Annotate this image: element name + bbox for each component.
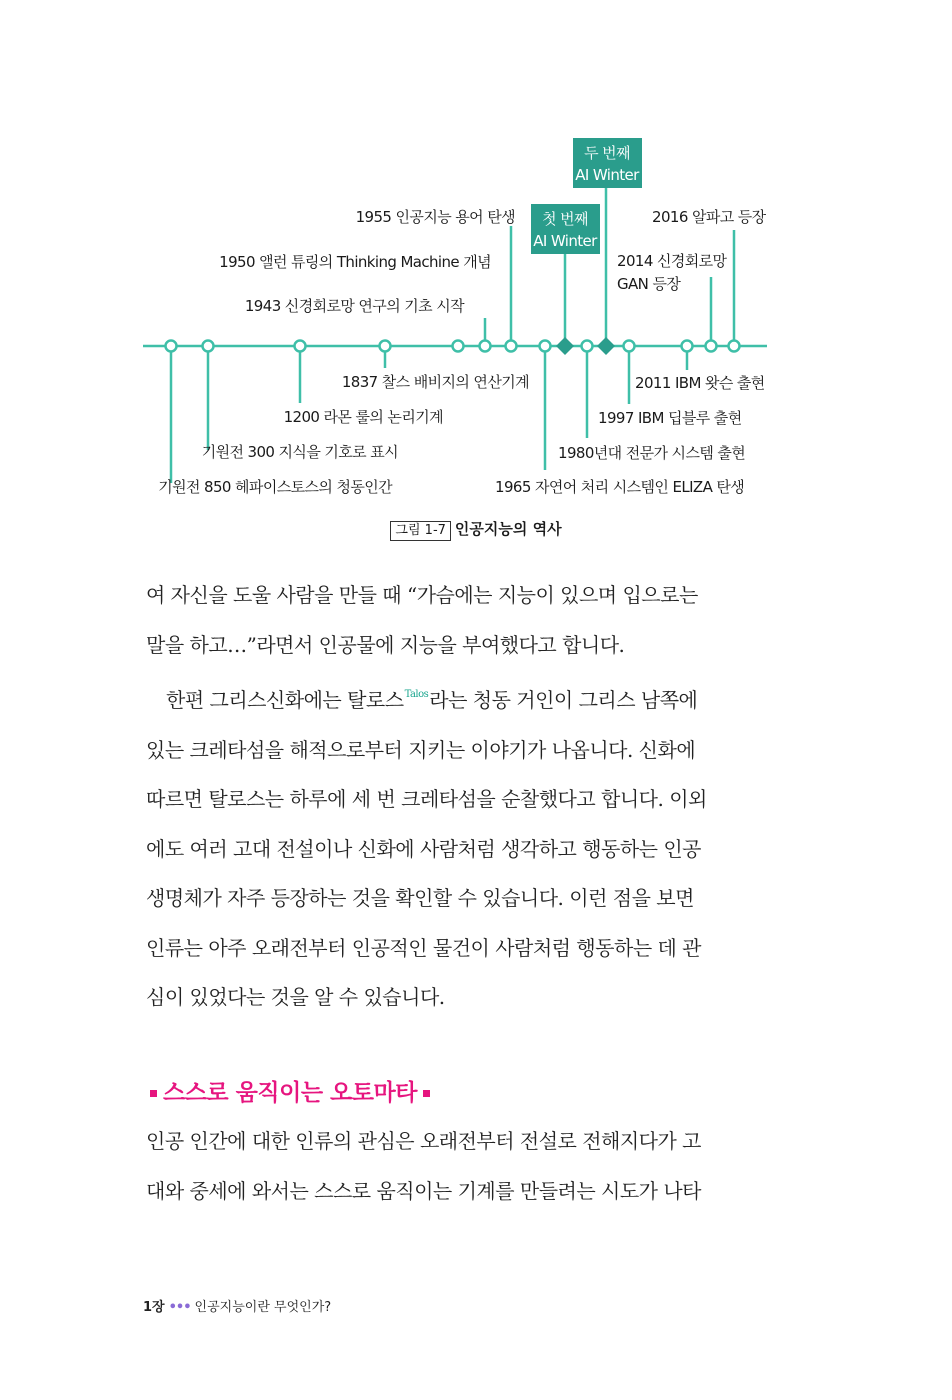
timeline-node <box>682 341 693 352</box>
winter-label: AI Winter <box>575 166 639 184</box>
winter-label: 첫 번째 <box>542 210 588 228</box>
text-line: 생명체가 자주 등장하는 것을 확인할 수 있습니다. 이런 점을 보면 <box>146 886 694 910</box>
event-label: 1837 찰스 배비지의 연산기계 <box>341 373 529 391</box>
event-label: GAN 등장 <box>617 275 681 293</box>
figure-caption <box>0 518 952 541</box>
page-footer <box>143 1296 331 1315</box>
paragraph-1 <box>146 571 766 670</box>
event-label: 1980년대 전문가 시스템 출현 <box>558 444 746 462</box>
timeline-node <box>624 341 635 352</box>
event-label: 2016 알파고 등장 <box>652 208 766 226</box>
winter-label: 두 번째 <box>584 144 630 162</box>
event-label: 기원전 300 지식을 기호로 표시 <box>201 443 398 461</box>
event-label: 1955 인공지능 용어 탄생 <box>355 208 515 226</box>
winter-marker <box>556 337 574 355</box>
event-label: 1997 IBM 딥블루 출현 <box>598 409 742 427</box>
figure-number: 그림 1-7 <box>390 521 450 541</box>
text-line: 여 자신을 도울 사람을 만들 때 “가슴에는 지능이 있으며 입으로는 <box>146 583 698 607</box>
figure-title: 인공지능의 역사 <box>454 520 562 538</box>
timeline-node <box>582 341 593 352</box>
event-label: 2014 신경회로망 <box>617 252 727 270</box>
timeline-node <box>166 341 177 352</box>
paragraph-2 <box>146 670 766 1023</box>
heading-bullet <box>423 1090 430 1097</box>
timeline-node <box>729 341 740 352</box>
timeline-node <box>480 341 491 352</box>
timeline-node <box>506 341 517 352</box>
text-line: 있는 크레타섬을 해적으로부터 지키는 이야기가 나옵니다. 신화에 <box>146 737 696 762</box>
event-label: 1950 앨런 튜링의 Thinking Machine 개념 <box>219 253 491 271</box>
text-line: 한편 그리스신화에는 탈로스$^{Talos}$라는 청동 거인이 그리스 남쪽에 <box>166 688 698 712</box>
text-line: 대와 중세에 와서는 스스로 움직이는 기계를 만들려는 시도가 나타 <box>146 1178 701 1203</box>
paragraph-3 <box>146 1117 766 1216</box>
timeline-node <box>295 341 306 352</box>
text-line: 말을 하고…”라면서 인공물에 지능을 부여했다고 합니다. <box>146 632 625 657</box>
timeline-node <box>540 341 551 352</box>
winter-label: AI Winter <box>533 232 597 250</box>
timeline-node <box>380 341 391 352</box>
timeline-node <box>203 341 214 352</box>
chapter-number: 1장 <box>143 1300 165 1315</box>
text-line: 따르면 탈로스는 하루에 세 번 크레타섬을 순찰했다고 합니다. 이외 <box>146 787 707 811</box>
text-line: 인류는 아주 오래전부터 인공적인 물건이 사람처럼 행동하는 데 관 <box>146 935 701 960</box>
winter-marker <box>597 337 615 355</box>
text-line: 에도 여러 고대 전설이나 신화에 사람처럼 생각하고 행동하는 인공 <box>146 836 701 861</box>
event-label: 2011 IBM 왓슨 출현 <box>635 374 765 392</box>
heading-bullet <box>150 1090 157 1097</box>
ai-history-timeline <box>0 0 952 510</box>
text-line: 인공 인간에 대한 인류의 관심은 오래전부터 전설로 전해지다가 고 <box>146 1129 701 1153</box>
footer-dots: ••• <box>168 1300 191 1315</box>
chapter-title: 인공지능이란 무엇인가? <box>194 1300 332 1315</box>
talos-annotation: Talos <box>404 689 429 700</box>
text-line: 심이 있었다는 것을 알 수 있습니다. <box>146 985 445 1009</box>
event-label: 1965 자연어 처리 시스템인 ELIZA 탄생 <box>495 478 745 496</box>
event-label: 1200 라몬 룰의 논리기계 <box>283 408 443 426</box>
timeline-node <box>706 341 717 352</box>
event-label: 1943 신경회로망 연구의 기초 시작 <box>244 297 464 315</box>
event-label: 기원전 850 헤파이스토스의 청동인간 <box>158 478 392 496</box>
timeline-node <box>453 341 464 352</box>
section-heading: 스스로 움직이는 오토마타 <box>144 1074 436 1107</box>
